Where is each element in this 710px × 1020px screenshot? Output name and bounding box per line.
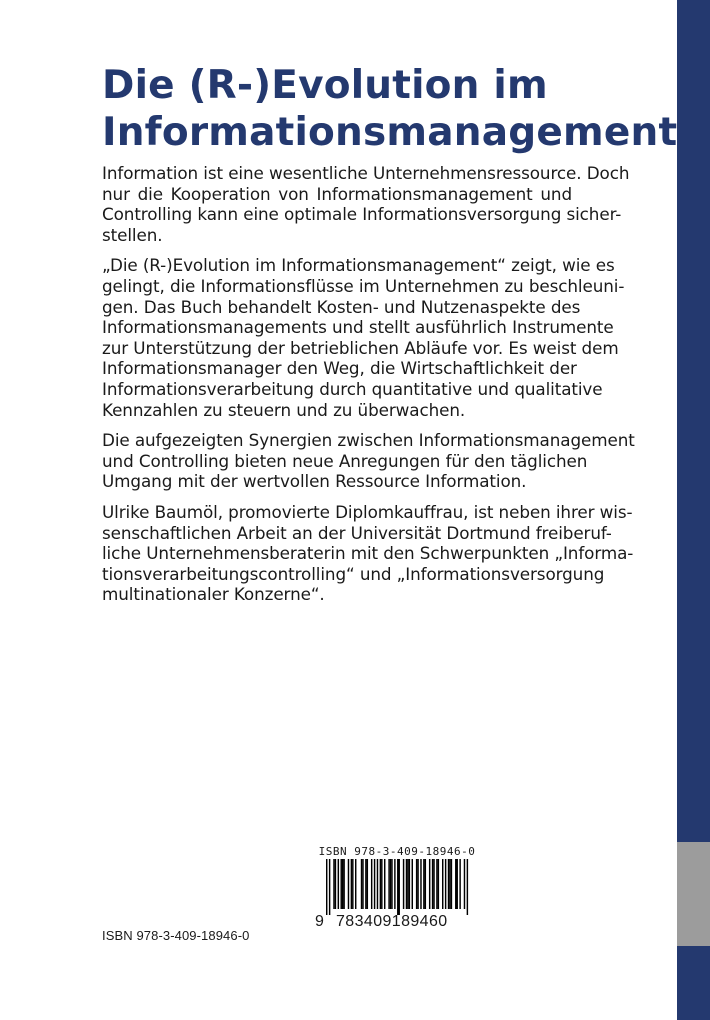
barcode-bar	[442, 859, 443, 909]
barcode-bar	[338, 859, 339, 909]
barcode-bar	[380, 859, 381, 909]
text-line: Die aufgezeigten Synergien zwischen Informationsmanagement	[102, 430, 635, 451]
barcode-bar	[432, 859, 433, 909]
barcode-bar	[348, 859, 349, 909]
text-line: Controlling kann eine optimale Informationsversorgung sicher-	[102, 204, 622, 225]
spine-stripe-top	[677, 0, 710, 842]
text-line: gelingt, die Informationsflüsse im Unternehmen zu beschleuni-	[102, 275, 625, 296]
barcode-bar	[399, 859, 400, 915]
text-line: Umgang mit der wertvollen Ressource Information.	[102, 471, 527, 492]
barcode-bar	[329, 859, 330, 915]
barcode-bar	[384, 859, 385, 909]
paragraph-3	[102, 430, 635, 492]
barcode-bar	[420, 859, 421, 909]
barcode-bar	[429, 859, 430, 909]
barcode-bar	[425, 859, 426, 909]
barcode-isbn-label: ISBN 978-3-409-18946-0	[318, 845, 476, 858]
barcode-bar	[394, 859, 395, 909]
barcode-bar	[361, 859, 362, 909]
book-title	[102, 62, 678, 156]
barcode-bar	[459, 859, 460, 909]
barcode-bar	[374, 859, 375, 909]
barcode-block	[312, 845, 482, 935]
text-line: „Die (R-)Evolution im Informationsmanagement“ zeigt, wie es	[102, 255, 615, 276]
text-line: liche Unternehmensberaterin mit den Schwerpunkten „Informa-	[102, 543, 634, 564]
barcode-bar	[451, 859, 452, 909]
barcode-bar	[448, 859, 449, 909]
barcode-bar	[457, 859, 458, 909]
barcode-bar	[449, 859, 450, 909]
barcode-bar	[333, 859, 334, 909]
barcode-bar	[438, 859, 439, 909]
barcode-bar	[355, 859, 356, 909]
barcode-bar	[352, 859, 353, 909]
text-line: zur Unterstützung der betrieblichen Abläufe vor. Es weist dem	[102, 337, 619, 358]
barcode-bar	[423, 859, 424, 909]
barcode-bar	[397, 859, 398, 915]
barcode-bar	[391, 859, 392, 909]
text-line: Informationsmanager den Weg, die Wirtschaftlichkeit der	[102, 358, 577, 379]
text-line: Kennzahlen zu steuern und zu überwachen.	[102, 399, 466, 420]
barcode-bar	[381, 859, 382, 909]
barcode-bar	[326, 859, 327, 915]
spine-stripe-bottom	[677, 946, 710, 1020]
barcode-bar	[390, 859, 391, 909]
paragraph-1	[102, 163, 630, 245]
barcode-bar	[445, 859, 446, 909]
barcode-bar	[409, 859, 410, 909]
barcode-bar	[433, 859, 434, 909]
barcode-bar	[365, 859, 366, 909]
barcode-bar	[455, 859, 456, 909]
barcode-bar	[343, 859, 344, 909]
text-line: Informationsmanagements und stellt ausführlich Instrumente	[102, 317, 614, 338]
barcode-bar	[342, 859, 343, 909]
text-line: Ulrike Baumöl, promovierte Diplomkauffrau, ist neben ihrer wis-	[102, 501, 633, 522]
blurb-text	[102, 163, 635, 615]
barcode-bar	[417, 859, 418, 909]
isbn-label: ISBN 978-3-409-18946-0	[102, 928, 250, 943]
barcode-bar	[388, 859, 389, 909]
barcode-bar	[412, 859, 413, 909]
text-line: tionsverarbeitungscontrolling“ und „Informationsversorgung	[102, 563, 605, 584]
paragraph-2	[102, 255, 625, 420]
barcode-bar	[467, 859, 468, 915]
barcode-bar	[403, 859, 404, 909]
text-line: Informationsverarbeitung durch quantitative und qualitative	[102, 378, 603, 399]
text-line: senschaftlichen Arbeit an der Universität Dortmund freiberuf-	[102, 522, 612, 543]
text-line: nur die Kooperation von Informationsmanagement und	[102, 183, 572, 204]
barcode-bar	[341, 859, 342, 909]
barcode-bar	[377, 859, 378, 909]
barcode-bar	[464, 859, 465, 909]
barcode-icon	[312, 859, 482, 915]
paragraph-4	[102, 501, 634, 605]
title-line-2: Informationsmanagement	[102, 110, 678, 155]
barcode-bar	[367, 859, 368, 909]
barcode-digits-rest: 783409189460	[336, 913, 448, 930]
barcode-bar	[351, 859, 352, 909]
barcode-bar	[407, 859, 408, 909]
barcode-bar	[362, 859, 363, 909]
barcode-bar	[416, 859, 417, 909]
barcode-bar	[406, 859, 407, 909]
text-line: stellen.	[102, 224, 163, 245]
text-line: multinationaler Konzerne“.	[102, 584, 325, 605]
barcode-bar	[335, 859, 336, 909]
text-line: und Controlling bieten neue Anregungen für den täglichen	[102, 450, 588, 471]
spine-stripe-band	[677, 842, 710, 946]
barcode-bar	[436, 859, 437, 909]
barcode-bar	[371, 859, 372, 909]
title-line-1: Die (R-)Evolution im	[102, 63, 548, 108]
text-line: gen. Das Buch behandelt Kosten- und Nutzenaspekte des	[102, 296, 581, 317]
text-line: Information ist eine wesentliche Unternehmensressource. Doch	[102, 163, 630, 183]
barcode-digit-first: 9	[315, 913, 325, 930]
